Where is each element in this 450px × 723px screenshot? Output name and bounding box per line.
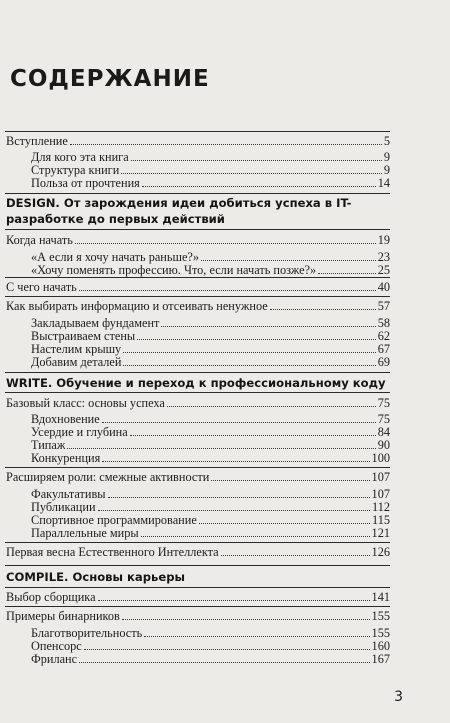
toc-entry <box>31 263 390 277</box>
divider <box>5 296 390 297</box>
leader-dots <box>131 159 382 161</box>
leader-dots <box>130 434 376 436</box>
entry-title: Выстраиваем стены <box>31 329 136 343</box>
entry-page: 155 <box>371 609 390 623</box>
entry-page: 19 <box>377 233 390 247</box>
toc-entry <box>6 233 390 247</box>
entry-page: 14 <box>377 176 390 190</box>
leader-dots <box>161 325 375 327</box>
entry-title: Структура книги <box>31 163 120 177</box>
entry-title: Расширяем роли: смежные активности <box>6 470 210 484</box>
toc-entry <box>31 316 390 330</box>
entry-title: Факультативы <box>31 487 106 501</box>
toc-entry <box>31 150 390 164</box>
leader-dots <box>70 143 382 145</box>
entry-page: 9 <box>383 150 390 164</box>
entry-title: Публикации <box>31 500 96 514</box>
toc-entry <box>31 355 390 369</box>
toc-entry <box>31 329 390 343</box>
divider <box>5 193 390 194</box>
leader-dots <box>79 289 376 291</box>
leader-dots <box>123 351 375 353</box>
entry-page: 23 <box>377 250 390 264</box>
section-heading <box>6 195 396 227</box>
entry-page: 25 <box>377 263 390 277</box>
toc-entry <box>31 176 390 190</box>
page-title: СОДЕРЖАНИЕ <box>10 66 210 92</box>
entry-page: 160 <box>371 639 390 653</box>
leader-dots <box>144 635 369 637</box>
entry-title: Вступление <box>6 134 68 148</box>
toc-entry <box>31 342 390 356</box>
entry-title: Первая весна Естественного Интеллекта <box>6 545 219 559</box>
toc-entry <box>31 412 390 426</box>
entry-title: Когда начать <box>6 233 73 247</box>
leader-dots <box>318 272 376 274</box>
toc-entry <box>31 626 390 640</box>
toc-entry <box>6 545 390 559</box>
toc-entry <box>31 500 390 514</box>
entry-title: Как выбирать информацию и отсеивать ненужное <box>6 299 268 313</box>
toc-entry <box>6 590 390 604</box>
entry-page: 107 <box>371 470 390 484</box>
leader-dots <box>167 405 376 407</box>
entry-page: 100 <box>371 451 390 465</box>
leader-dots <box>123 364 375 366</box>
divider <box>5 277 390 278</box>
divider <box>5 565 390 566</box>
entry-title: Благотворительность <box>31 626 143 640</box>
entry-title: Конкуренция <box>31 451 101 465</box>
entry-page: 62 <box>377 329 390 343</box>
toc-entry <box>31 250 390 264</box>
divider <box>5 542 390 543</box>
toc-entry <box>31 425 390 439</box>
divider <box>5 372 390 373</box>
section-heading <box>6 375 396 391</box>
leader-dots <box>67 447 375 449</box>
toc-entry <box>6 609 390 623</box>
section-label: DESIGN. <box>6 196 60 210</box>
leader-dots <box>201 259 376 261</box>
divider <box>5 467 390 468</box>
entry-title: Типаж <box>31 438 66 452</box>
leader-dots <box>137 338 376 340</box>
section-heading <box>6 569 396 585</box>
entry-title: «А если я хочу начать раньше?» <box>31 250 200 264</box>
entry-page: 121 <box>371 526 390 540</box>
section-subtitle: Обучение и переход к профессиональному коду <box>52 376 386 390</box>
toc-entry <box>31 163 390 177</box>
toc-entry <box>31 487 390 501</box>
entry-title: «Хочу поменять профессию. Что, если начать позже?» <box>31 263 317 277</box>
divider <box>5 587 390 588</box>
toc-entry <box>6 396 390 410</box>
entry-page: 67 <box>377 342 390 356</box>
entry-page: 5 <box>383 134 390 148</box>
entry-title: Опенсорс <box>31 639 82 653</box>
divider <box>5 131 390 132</box>
leader-dots <box>141 535 370 537</box>
entry-page: 75 <box>377 396 390 410</box>
show-through-text <box>240 72 430 162</box>
divider <box>5 229 390 230</box>
entry-title: Польза от прочтения <box>31 176 140 190</box>
leader-dots <box>75 242 376 244</box>
entry-page: 9 <box>383 163 390 177</box>
entry-page: 40 <box>377 280 390 294</box>
section-subtitle: От зарождения идеи добиться успеха в IT-разработке до первых действий <box>6 196 352 226</box>
entry-page: 126 <box>371 545 390 559</box>
toc-entry <box>31 639 390 653</box>
entry-title: Базовый класс: основы успеха <box>6 396 165 410</box>
toc-entry <box>31 526 390 540</box>
entry-page: 90 <box>377 438 390 452</box>
entry-page: 84 <box>377 425 390 439</box>
entry-page: 141 <box>371 590 390 604</box>
entry-title: Выбор сборщика <box>6 590 96 604</box>
entry-title: Спортивное программирование <box>31 513 197 527</box>
entry-page: 112 <box>372 500 390 514</box>
leader-dots <box>98 509 370 511</box>
entry-page: 75 <box>377 412 390 426</box>
entry-title: Параллельные миры <box>31 526 139 540</box>
entry-title: Вдохновение <box>31 412 100 426</box>
entry-page: 155 <box>371 626 390 640</box>
toc-entry <box>6 299 390 313</box>
entry-title: Для кого эта книга <box>31 150 129 164</box>
entry-title: Добавим деталей <box>31 355 122 369</box>
divider <box>5 392 390 393</box>
toc-entry <box>31 652 390 666</box>
leader-dots <box>121 172 382 174</box>
leader-dots <box>102 421 376 423</box>
page-number: 3 <box>394 689 403 705</box>
entry-page: 58 <box>377 316 390 330</box>
section-label: WRITE. <box>6 376 53 390</box>
leader-dots <box>102 460 369 462</box>
toc-entry <box>6 134 390 148</box>
toc-entry <box>6 470 390 484</box>
divider <box>5 606 390 607</box>
section-label: COMPILE. <box>6 570 69 584</box>
entry-title: Закладываем фундамент <box>31 316 160 330</box>
entry-title: Настелим крышу <box>31 342 122 356</box>
leader-dots <box>84 648 370 650</box>
leader-dots <box>98 599 370 601</box>
leader-dots <box>142 185 376 187</box>
entry-page: 115 <box>372 513 390 527</box>
leader-dots <box>221 554 370 556</box>
leader-dots <box>199 522 370 524</box>
entry-title: Примеры бинарников <box>6 609 120 623</box>
leader-dots <box>270 308 376 310</box>
leader-dots <box>122 618 370 620</box>
entry-title: Усердие и глубина <box>31 425 128 439</box>
section-subtitle: Основы карьеры <box>68 570 186 584</box>
entry-page: 167 <box>371 652 390 666</box>
entry-title: С чего начать <box>6 280 77 294</box>
toc-entry <box>31 513 390 527</box>
leader-dots <box>79 661 369 663</box>
leader-dots <box>108 496 370 498</box>
toc-entry <box>6 280 390 294</box>
leader-dots <box>211 479 369 481</box>
entry-page: 69 <box>377 355 390 369</box>
entry-page: 107 <box>371 487 390 501</box>
toc-entry <box>31 451 390 465</box>
entry-page: 57 <box>377 299 390 313</box>
entry-title: Фриланс <box>31 652 78 666</box>
toc-entry <box>31 438 390 452</box>
